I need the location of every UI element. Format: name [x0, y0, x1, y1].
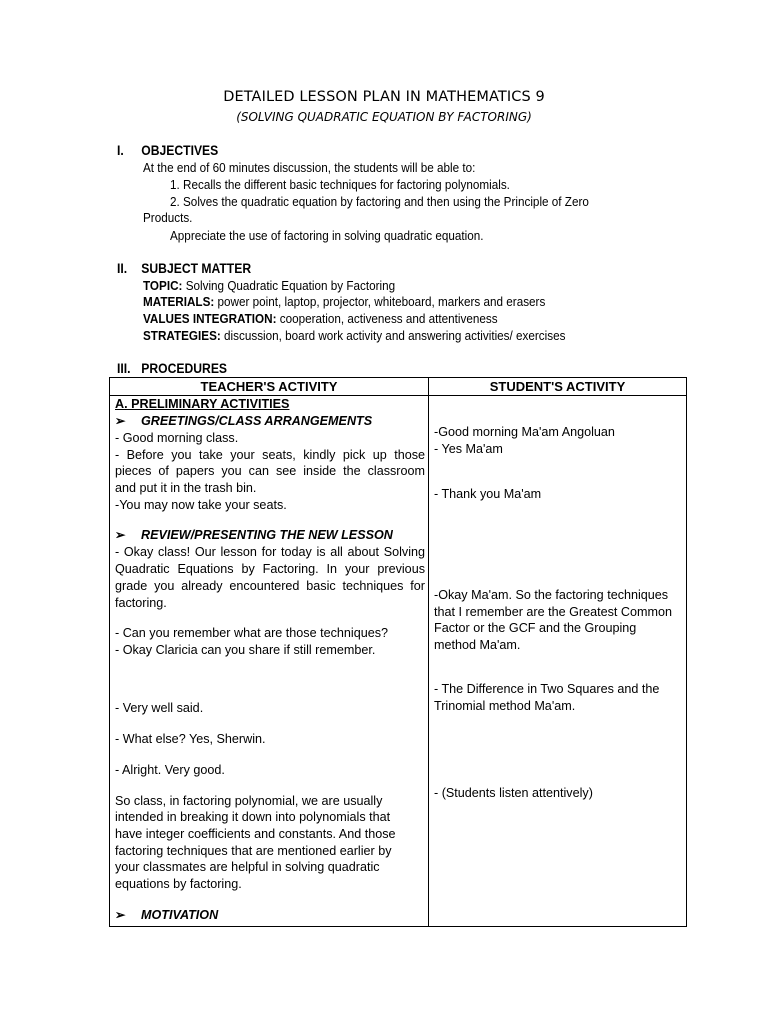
teacher-line: have integer coefficients and constants. And those: [115, 827, 396, 841]
procedures-number: III.: [117, 361, 131, 376]
student-line: - Thank you Ma'am: [434, 487, 542, 501]
review-heading: [115, 527, 425, 544]
student-line: - (Students listen attentively): [434, 786, 593, 800]
student-line: that I remember are the Greatest Common: [434, 605, 672, 619]
teacher-line: - Good morning class.: [115, 431, 239, 445]
document-subtitle: (SOLVING QUADRATIC EQUATION BY FACTORING): [236, 110, 532, 124]
topic-line: [143, 278, 395, 293]
arrow-bullet-icon: ➢: [115, 908, 126, 922]
teacher-line: - Can you remember what are those techniques?: [115, 626, 389, 640]
strategies-line: [143, 328, 565, 343]
arrow-bullet-icon: ➢: [115, 528, 126, 542]
procedures-table: [109, 377, 687, 927]
document-title: DETAILED LESSON PLAN IN MATHEMATICS 9: [223, 89, 545, 105]
procedures-heading: [117, 361, 227, 376]
teacher-line: So class, in factoring polynomial, we are usually: [115, 794, 383, 808]
values-value: cooperation, activeness and attentiveness: [276, 311, 498, 326]
objectives-intro: At the end of 60 minutes discussion, the students will be able to:: [143, 160, 476, 175]
values-line: [143, 311, 498, 326]
subject-matter-number: II.: [117, 261, 128, 276]
student-line: method Ma'am.: [434, 638, 521, 652]
materials-line: [143, 294, 545, 309]
student-line: -Okay Ma'am. So the factoring techniques: [434, 588, 669, 602]
student-line: - The Difference in Two Squares and the: [434, 682, 660, 696]
teacher-line: - Alright. Very good.: [115, 763, 225, 777]
strategies-label: STRATEGIES:: [143, 328, 221, 343]
subject-matter-title: SUBJECT MATTER: [141, 261, 252, 276]
teacher-line: -You may now take your seats.: [115, 498, 287, 512]
table-row: [110, 396, 687, 927]
objective-item-2: 2. Solves the quadratic equation by factoring and then using the Principle of Zero: [170, 194, 589, 209]
student-line: Trinomial method Ma'am.: [434, 699, 576, 713]
greetings-heading-text: GREETINGS/CLASS ARRANGEMENTS: [141, 414, 373, 428]
teacher-line: factoring techniques that are mentioned earlier by: [115, 844, 392, 858]
teacher-line: - Very well said.: [115, 701, 204, 715]
student-line: Factor or the GCF and the Grouping: [434, 621, 637, 635]
table-header-row: [110, 378, 687, 396]
motivation-heading: [115, 907, 425, 924]
teacher-activity-cell: [110, 396, 429, 927]
teacher-line: grade you already encountered basic techniques for: [115, 579, 425, 593]
objective-item-3: Appreciate the use of factoring in solving quadratic equation.: [170, 228, 484, 243]
teacher-line: intended in breaking it down into polynomials that: [115, 810, 391, 824]
objective-item-2-continued: Products.: [143, 210, 193, 225]
materials-label: MATERIALS:: [143, 294, 215, 309]
objectives-heading: [117, 143, 218, 158]
preliminary-activities-heading: A. PRELIMINARY ACTIVITIES: [115, 397, 290, 411]
student-line: - Yes Ma'am: [434, 442, 503, 456]
teacher-activity-header: TEACHER'S ACTIVITY: [110, 378, 429, 396]
objective-item-1: 1. Recalls the different basic techniques for factoring polynomials.: [170, 177, 510, 192]
student-activity-header: STUDENT'S ACTIVITY: [429, 378, 687, 396]
subject-matter-heading: [117, 261, 251, 276]
strategies-value: discussion, board work activity and answering activities/ exercises: [220, 328, 566, 343]
greetings-heading: [115, 413, 425, 430]
teacher-line: and put it in the trash bin.: [115, 481, 257, 495]
objectives-title: OBJECTIVES: [141, 143, 219, 158]
topic-label: TOPIC:: [143, 278, 183, 293]
student-line: -Good morning Ma'am Angoluan: [434, 425, 615, 439]
student-activity-cell: [429, 396, 687, 927]
teacher-line: your classmates are helpful in solving quadratic: [115, 860, 380, 874]
motivation-heading-text: MOTIVATION: [141, 908, 219, 922]
teacher-line: factoring.: [115, 596, 167, 610]
topic-value: Solving Quadratic Equation by Factoring: [182, 278, 396, 293]
teacher-line: equations by factoring.: [115, 877, 242, 891]
teacher-line: - Okay Claricia can you share if still remember.: [115, 643, 376, 657]
review-heading-text: REVIEW/PRESENTING THE NEW LESSON: [141, 528, 393, 542]
objectives-number: I.: [117, 143, 124, 158]
arrow-bullet-icon: ➢: [115, 414, 126, 428]
values-label: VALUES INTEGRATION:: [143, 311, 277, 326]
teacher-line: pieces of papers you can see inside the classroom: [115, 464, 425, 478]
materials-value: power point, laptop, projector, whiteboard, markers and erasers: [214, 294, 546, 309]
teacher-line: Quadratic Equations by Factoring. In your previous: [115, 562, 425, 576]
procedures-title: PROCEDURES: [141, 361, 228, 376]
teacher-line: - Okay class! Our lesson for today is all about Solving: [115, 545, 425, 559]
teacher-line: - What else? Yes, Sherwin.: [115, 732, 266, 746]
teacher-line: - Before you take your seats, kindly pick up those: [115, 448, 425, 462]
